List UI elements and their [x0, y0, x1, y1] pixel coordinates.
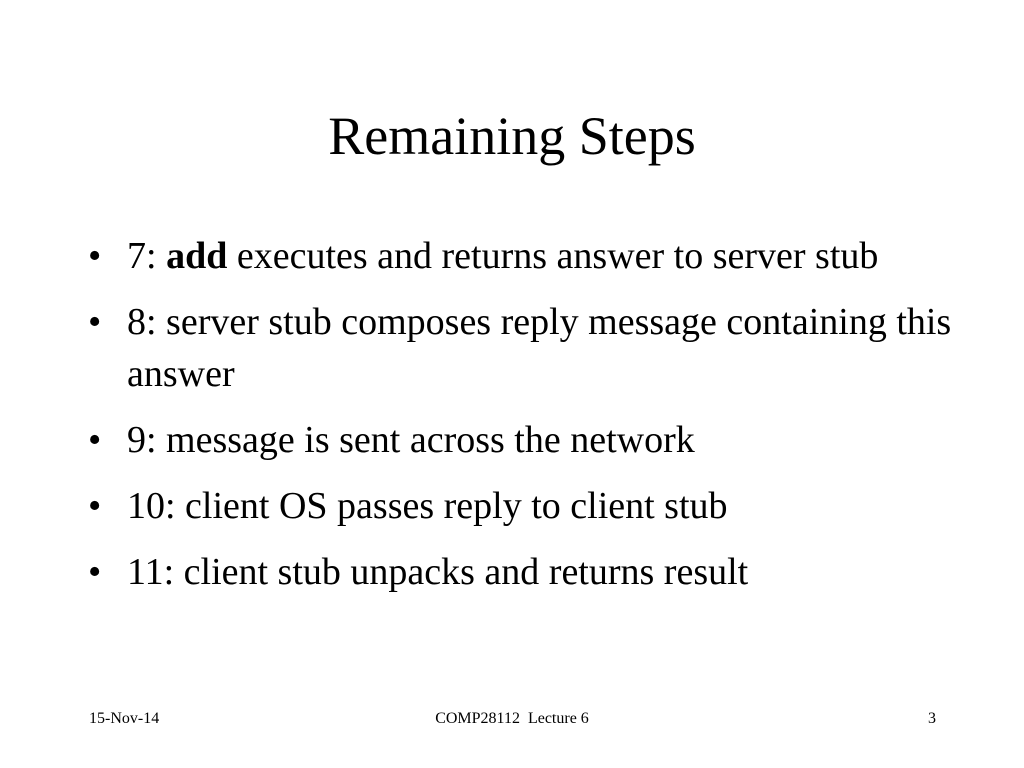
bullet-icon: • — [88, 485, 102, 527]
page-number: 3 — [928, 710, 936, 727]
list-item — [88, 230, 968, 282]
footer-date: 15-Nov-14 — [89, 710, 160, 727]
bullet-list — [88, 230, 968, 612]
bullet-icon: • — [88, 235, 102, 277]
list-item — [88, 414, 968, 466]
list-item — [88, 296, 968, 400]
bullet-icon: • — [88, 551, 102, 593]
footer-course: COMP28112 Lecture 6 — [435, 710, 589, 727]
bullet-text: 8: server stub composes reply message containing this answer — [127, 301, 952, 395]
slide-title: Remaining Steps — [328, 106, 696, 166]
list-item — [88, 546, 968, 598]
bullet-icon: • — [88, 419, 102, 461]
bullet-text: 10: client OS passes reply to client stub — [127, 485, 728, 527]
bullet-text: executes and returns answer to server stub — [227, 235, 879, 277]
bullet-text: 9: message is sent across the network — [127, 419, 695, 461]
bullet-icon: • — [88, 301, 102, 343]
list-item — [88, 480, 968, 532]
bullet-bold-text: add — [166, 235, 228, 277]
bullet-text: 11: client stub unpacks and returns result — [127, 551, 749, 593]
bullet-prefix: 7: — [127, 235, 167, 277]
